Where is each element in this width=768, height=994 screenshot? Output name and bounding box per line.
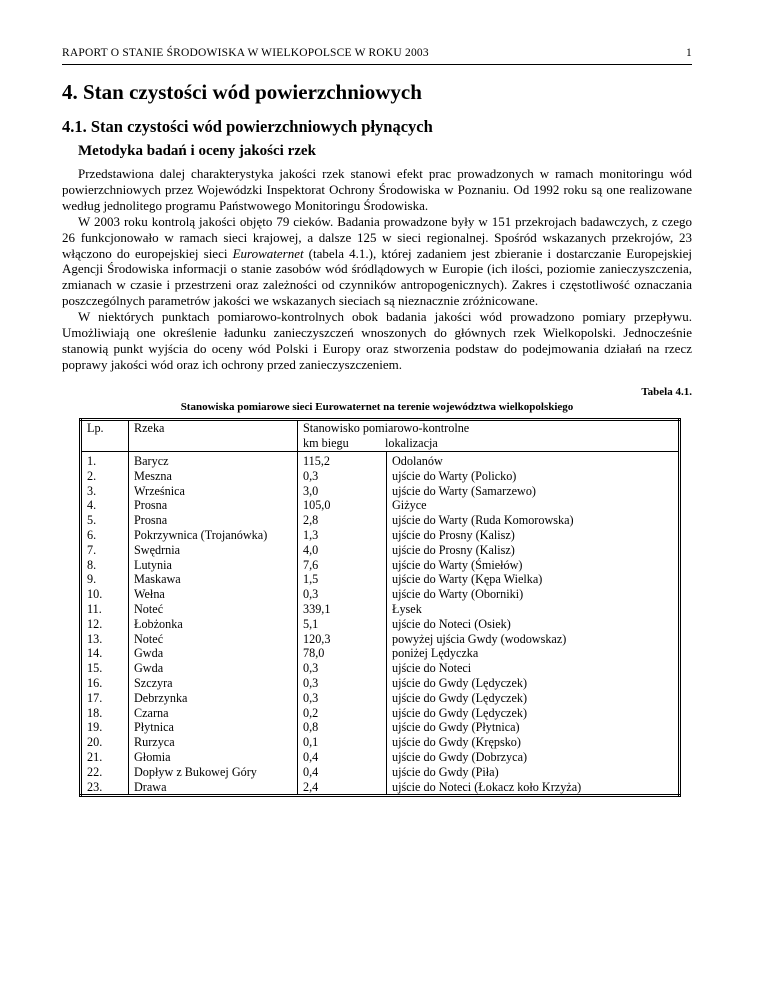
chapter-title: 4. Stan czystości wód powierzchniowych (62, 80, 422, 104)
cell-lp: 10. (87, 587, 103, 602)
cell-km: 0,3 (298, 587, 387, 602)
table-row (81, 780, 680, 796)
cell-km: 0,3 (298, 691, 387, 706)
paragraph-2 (62, 214, 692, 309)
table-number: Tabela 4.1. (641, 386, 692, 398)
cell-km: 5,1 (298, 617, 387, 632)
table-caption: Stanowiska pomiarowe sieci Eurowaternet na terenie województwa wielkopolskiego (180, 401, 574, 413)
cell-river: Dopływ z Bukowej Góry (129, 765, 298, 780)
table-row (81, 498, 680, 513)
header-station (298, 420, 680, 452)
cell-lp: 5. (87, 513, 97, 528)
stations-table (79, 418, 681, 797)
cell-lp: 23. (87, 779, 103, 794)
table-row (81, 750, 680, 765)
cell-lp: 20. (87, 735, 103, 750)
cell-location: ujście do Gwdy (Piła) (387, 765, 680, 780)
cell-location: Giżyce (387, 498, 680, 513)
cell-river: Gwda (129, 661, 298, 676)
cell-location: Łysek (387, 602, 680, 617)
cell-km: 0,3 (298, 469, 387, 484)
subsection-title: Metodyka badań i oceny jakości rzek (78, 143, 316, 159)
running-header (62, 42, 692, 64)
section-title: 4.1. Stan czystości wód powierzchniowych płynących (62, 117, 433, 136)
table-header-row (81, 420, 680, 452)
cell-location: ujście do Gwdy (Lędyczek) (387, 676, 680, 691)
table-row (81, 469, 680, 484)
eurowaternet-term: Eurowaternet (232, 245, 304, 261)
table-row (81, 587, 680, 602)
cell-km: 339,1 (298, 602, 387, 617)
paragraph-3: W niektórych punktach pomiarowo-kontrolnych obok badania jakości wód prowadzono pomiary przepływu. Umożliwiają one określenie ładunku zanieczyszczeń wnoszonych do głównych rzek Wielkopolski. Jednocześnie stanowią punkt wyjścia do oceny wód Polski i Europy oraz stworzenia podstaw do podejmowania działań na rzecz poprawy jakości wód oraz ich ochrony przed zanieczyszczeniem. (62, 309, 692, 372)
cell-location: ujście do Prosny (Kalisz) (387, 543, 680, 558)
header-location: lokalizacja (385, 435, 438, 450)
cell-lp: 15. (87, 661, 103, 676)
cell-location: ujście do Warty (Ruda Komorowska) (387, 513, 680, 528)
cell-lp: 9. (87, 572, 97, 587)
cell-location: ujście do Noteci (Łokacz koło Krzyża) (387, 780, 680, 796)
cell-river: Debrzynka (129, 691, 298, 706)
cell-lp: 2. (87, 468, 97, 483)
cell-location: powyżej ujścia Gwdy (wodowskaz) (387, 632, 680, 647)
table-row (81, 617, 680, 632)
cell-km: 0,2 (298, 706, 387, 721)
cell-km: 1,5 (298, 572, 387, 587)
cell-location: ujście do Warty (Oborniki) (387, 587, 680, 602)
cell-location: ujście do Noteci (Osiek) (387, 617, 680, 632)
table-row (81, 572, 680, 587)
cell-lp: 12. (87, 616, 103, 631)
cell-lp: 6. (87, 527, 97, 542)
header-divider (62, 64, 692, 65)
cell-river: Pokrzywnica (Trojanówka) (129, 528, 298, 543)
cell-river: Meszna (129, 469, 298, 484)
cell-location: ujście do Gwdy (Lędyczek) (387, 691, 680, 706)
table-row (81, 602, 680, 617)
cell-location: ujście do Noteci (387, 661, 680, 676)
cell-river: Barycz (129, 452, 298, 469)
table-row (81, 661, 680, 676)
cell-km: 115,2 (298, 452, 387, 469)
cell-lp: 1. (87, 454, 97, 468)
cell-river: Rurzyca (129, 735, 298, 750)
running-header-title: RAPORT O STANIE ŚRODOWISKA W WIELKOPOLSCE W ROKU 2003 (62, 47, 429, 59)
table-row (81, 558, 680, 573)
cell-river: Prosna (129, 513, 298, 528)
table-row (81, 765, 680, 780)
cell-km: 4,0 (298, 543, 387, 558)
cell-location: Odolanów (387, 452, 680, 469)
cell-lp: 22. (87, 764, 103, 779)
cell-location: ujście do Gwdy (Lędyczek) (387, 706, 680, 721)
cell-river: Maskawa (129, 572, 298, 587)
cell-km: 0,3 (298, 661, 387, 676)
cell-lp: 4. (87, 498, 97, 513)
cell-lp: 17. (87, 690, 103, 705)
table-row (81, 735, 680, 750)
cell-river: Drawa (129, 780, 298, 796)
cell-location: ujście do Warty (Śmiełów) (387, 558, 680, 573)
cell-river: Swędrnia (129, 543, 298, 558)
header-lp: Lp. (81, 420, 129, 452)
cell-location: ujście do Gwdy (Dobrzyca) (387, 750, 680, 765)
cell-km: 120,3 (298, 632, 387, 647)
cell-km: 0,3 (298, 676, 387, 691)
paragraph-1: Przedstawiona dalej charakterystyka jakości rzek stanowi efekt prac prowadzonych w ramach monitoringu wód powierzchniowych przez Wojewódzki Inspektorat Ochrony Środowiska w Poznaniu. Od 1992 roku są one realizowane według jednolitego programu Państwowego Monitoringu Środowiska. (62, 166, 692, 213)
cell-km: 105,0 (298, 498, 387, 513)
cell-river: Głomia (129, 750, 298, 765)
cell-river: Lutynia (129, 558, 298, 573)
cell-location: ujście do Warty (Samarzewo) (387, 484, 680, 499)
cell-location: ujście do Prosny (Kalisz) (387, 528, 680, 543)
cell-location: poniżej Lędyczka (387, 646, 680, 661)
cell-km: 2,8 (298, 513, 387, 528)
body-text (62, 166, 692, 373)
table-row (81, 676, 680, 691)
cell-river: Czarna (129, 706, 298, 721)
table-row (81, 528, 680, 543)
cell-lp: 19. (87, 720, 103, 735)
cell-river: Płytnica (129, 720, 298, 735)
cell-lp: 7. (87, 542, 97, 557)
cell-km: 7,6 (298, 558, 387, 573)
header-station-title: Stanowisko pomiarowo-kontrolne (303, 421, 470, 435)
cell-lp: 13. (87, 631, 103, 646)
cell-km: 0,4 (298, 765, 387, 780)
cell-lp: 18. (87, 705, 103, 720)
cell-km: 2,4 (298, 780, 387, 796)
cell-lp: 11. (87, 601, 102, 616)
page-number: 1 (686, 47, 692, 59)
cell-river: Noteć (129, 602, 298, 617)
header-km: km biegu (303, 435, 349, 450)
cell-lp: 3. (87, 483, 97, 498)
table-row (81, 452, 680, 469)
cell-river: Wełna (129, 587, 298, 602)
header-station-sub (298, 436, 678, 451)
cell-lp: 14. (87, 646, 103, 661)
header-river: Rzeka (129, 420, 298, 452)
cell-location: ujście do Gwdy (Płytnica) (387, 720, 680, 735)
cell-river: Wrześnica (129, 484, 298, 499)
cell-river: Szczyra (129, 676, 298, 691)
cell-lp: 8. (87, 557, 97, 572)
cell-km: 78,0 (298, 646, 387, 661)
cell-km: 0,8 (298, 720, 387, 735)
table-row (81, 632, 680, 647)
table-row (81, 543, 680, 558)
cell-lp: 21. (87, 749, 103, 764)
cell-river: Prosna (129, 498, 298, 513)
paragraph-2-start: W 2003 roku kontrolą jakości objęto 79 cieków. Badania prowadzone były w 151 przekrojach badawczych, z czego 26 funkcjonowało w ramach sieci krajowej, a dalsze 125 w sieci regionalnej. Spośród wskazanych przekrojów, 23 włączono do europejskiej sieci (62, 213, 692, 261)
table-row (81, 706, 680, 721)
cell-lp: 16. (87, 675, 103, 690)
cell-location: ujście do Warty (Policko) (387, 469, 680, 484)
paragraph-2-end: (tabela 4.1.), której zadaniem jest zbieranie i dostarczanie Europejskiej Agencji Środowiska informacji o stanie zasobów wód śródlądowych w Europie (ich ilości, poziomie zanieczyszczenia, zmianach w czasie i przestrzeni oraz zależności od czynników antropogenicznych). Zakres i częstotliwość oznaczania poszczególnych parametrów jakości we wskazanych sieciach są nieznacznie zróżnicowane. (62, 245, 692, 309)
table-row (81, 513, 680, 528)
cell-river: Gwda (129, 646, 298, 661)
cell-location: ujście do Gwdy (Krępsko) (387, 735, 680, 750)
table-row (81, 484, 680, 499)
cell-km: 0,1 (298, 735, 387, 750)
table-row (81, 691, 680, 706)
cell-km: 3,0 (298, 484, 387, 499)
cell-river: Łobżonka (129, 617, 298, 632)
cell-location: ujście do Warty (Kępa Wielka) (387, 572, 680, 587)
table-row (81, 720, 680, 735)
cell-km: 0,4 (298, 750, 387, 765)
cell-km: 1,3 (298, 528, 387, 543)
table-row (81, 646, 680, 661)
cell-river: Noteć (129, 632, 298, 647)
